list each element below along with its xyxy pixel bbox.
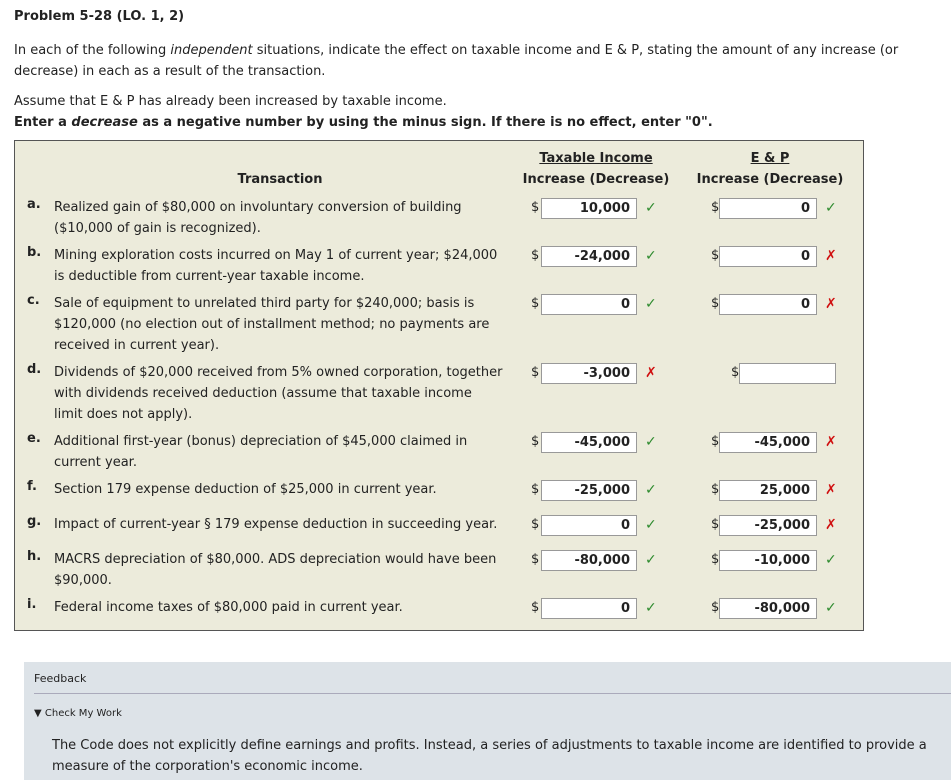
ep-input[interactable]: 0 <box>719 246 817 267</box>
incorrect-x-icon: ✗ <box>645 365 657 381</box>
currency-symbol: $ <box>531 200 540 215</box>
feedback-panel <box>24 662 951 780</box>
row-text: Section 179 expense deduction of $25,000 in current year. <box>54 482 437 497</box>
correct-check-icon: ✓ <box>645 552 657 568</box>
row-letter: g. <box>27 514 42 529</box>
currency-symbol: $ <box>531 600 540 615</box>
taxable-income-input[interactable]: -25,000 <box>541 480 637 501</box>
row-letter: a. <box>27 197 41 212</box>
ep-input[interactable]: 25,000 <box>719 480 817 501</box>
taxable-income-input[interactable]: 0 <box>541 598 637 619</box>
row-text: Sale of equipment to unrelated third party for $240,000; basis is $120,000 (no election out of installment method; no payments are received in current year). <box>54 296 490 353</box>
correct-check-icon: ✓ <box>645 200 657 216</box>
check-my-work-toggle[interactable]: ▼ Check My Work <box>34 708 122 719</box>
currency-symbol: $ <box>531 552 540 567</box>
currency-symbol: $ <box>711 600 720 615</box>
taxable-income-input[interactable]: -24,000 <box>541 246 637 267</box>
row-text: Mining exploration costs incurred on May 1 of current year; $24,000 is deductible from current-year taxable income. <box>54 248 498 284</box>
currency-symbol: $ <box>531 482 540 497</box>
currency-symbol: $ <box>531 517 540 532</box>
row-letter: f. <box>27 479 37 494</box>
ep-input[interactable] <box>739 363 836 384</box>
feedback-label: Feedback <box>34 672 87 685</box>
row-text: MACRS depreciation of $80,000. ADS depreciation would have been $90,000. <box>54 552 497 588</box>
instruction-text: Enter a decrease as a negative number by using the minus sign. If there is no effect, enter "0". <box>14 115 713 130</box>
currency-symbol: $ <box>711 200 720 215</box>
correct-check-icon: ✓ <box>645 517 657 533</box>
correct-check-icon: ✓ <box>645 600 657 616</box>
row-letter: c. <box>27 293 40 308</box>
correct-check-icon: ✓ <box>645 482 657 498</box>
incorrect-x-icon: ✗ <box>825 248 837 264</box>
problem-title: Problem 5-28 (LO. 1, 2) <box>14 9 185 24</box>
currency-symbol: $ <box>711 296 720 311</box>
correct-check-icon: ✓ <box>645 248 657 264</box>
currency-symbol: $ <box>711 517 720 532</box>
row-letter: b. <box>27 245 42 260</box>
correct-check-icon: ✓ <box>825 200 837 216</box>
ep-subheader: Increase (Decrease) <box>696 172 844 187</box>
currency-symbol: $ <box>711 482 720 497</box>
row-text: Additional first-year (bonus) depreciation of $45,000 claimed in current year. <box>54 434 468 470</box>
taxable-income-input[interactable]: 0 <box>541 515 637 536</box>
currency-symbol: $ <box>531 296 540 311</box>
taxable-income-input[interactable]: -3,000 <box>541 363 637 384</box>
ep-input[interactable]: -80,000 <box>719 598 817 619</box>
incorrect-x-icon: ✗ <box>825 434 837 450</box>
currency-symbol: $ <box>711 434 720 449</box>
ep-input[interactable]: -45,000 <box>719 432 817 453</box>
ep-input[interactable]: 0 <box>719 294 817 315</box>
taxable-income-subheader: Increase (Decrease) <box>522 172 670 187</box>
taxable-income-input[interactable]: 0 <box>541 294 637 315</box>
correct-check-icon: ✓ <box>645 434 657 450</box>
row-letter: h. <box>27 549 42 564</box>
incorrect-x-icon: ✗ <box>825 482 837 498</box>
currency-symbol: $ <box>711 248 720 263</box>
ep-input[interactable]: -25,000 <box>719 515 817 536</box>
row-text: Federal income taxes of $80,000 paid in current year. <box>54 600 403 615</box>
currency-symbol: $ <box>711 552 720 567</box>
ep-input[interactable]: 0 <box>719 198 817 219</box>
currency-symbol: $ <box>531 434 540 449</box>
problem-intro: In each of the following independent situations, indicate the effect on taxable income and E & P, stating the amount of any increase (or decrease) in each as a result of the transaction. <box>14 43 899 79</box>
transaction-header: Transaction <box>237 172 323 187</box>
row-text: Realized gain of $80,000 on involuntary conversion of building ($10,000 of gain is recognized). <box>54 200 462 236</box>
row-letter: e. <box>27 431 41 446</box>
ep-header: E & P <box>750 151 790 166</box>
assumption-text: Assume that E & P has already been increased by taxable income. <box>14 94 447 109</box>
correct-check-icon: ✓ <box>825 600 837 616</box>
row-text: Impact of current-year § 179 expense deduction in succeeding year. <box>54 517 498 532</box>
correct-check-icon: ✓ <box>645 296 657 312</box>
feedback-text: The Code does not explicitly define earnings and profits. Instead, a series of adjustments to taxable income are identified to provide a measure of the corporation's economic income. <box>52 738 927 774</box>
row-letter: d. <box>27 362 42 377</box>
taxable-income-header: Taxable Income <box>539 151 653 166</box>
feedback-divider <box>34 693 951 694</box>
taxable-income-input[interactable]: -45,000 <box>541 432 637 453</box>
correct-check-icon: ✓ <box>825 552 837 568</box>
row-text: Dividends of $20,000 received from 5% owned corporation, together with dividends received deduction (assume that taxable income limit does not apply). <box>54 365 503 422</box>
incorrect-x-icon: ✗ <box>825 517 837 533</box>
taxable-income-input[interactable]: 10,000 <box>541 198 637 219</box>
currency-symbol: $ <box>531 248 540 263</box>
currency-symbol: $ <box>731 365 740 380</box>
incorrect-x-icon: ✗ <box>825 296 837 312</box>
ep-input[interactable]: -10,000 <box>719 550 817 571</box>
currency-symbol: $ <box>531 365 540 380</box>
answer-table <box>14 140 864 631</box>
taxable-income-input[interactable]: -80,000 <box>541 550 637 571</box>
row-letter: i. <box>27 597 37 612</box>
